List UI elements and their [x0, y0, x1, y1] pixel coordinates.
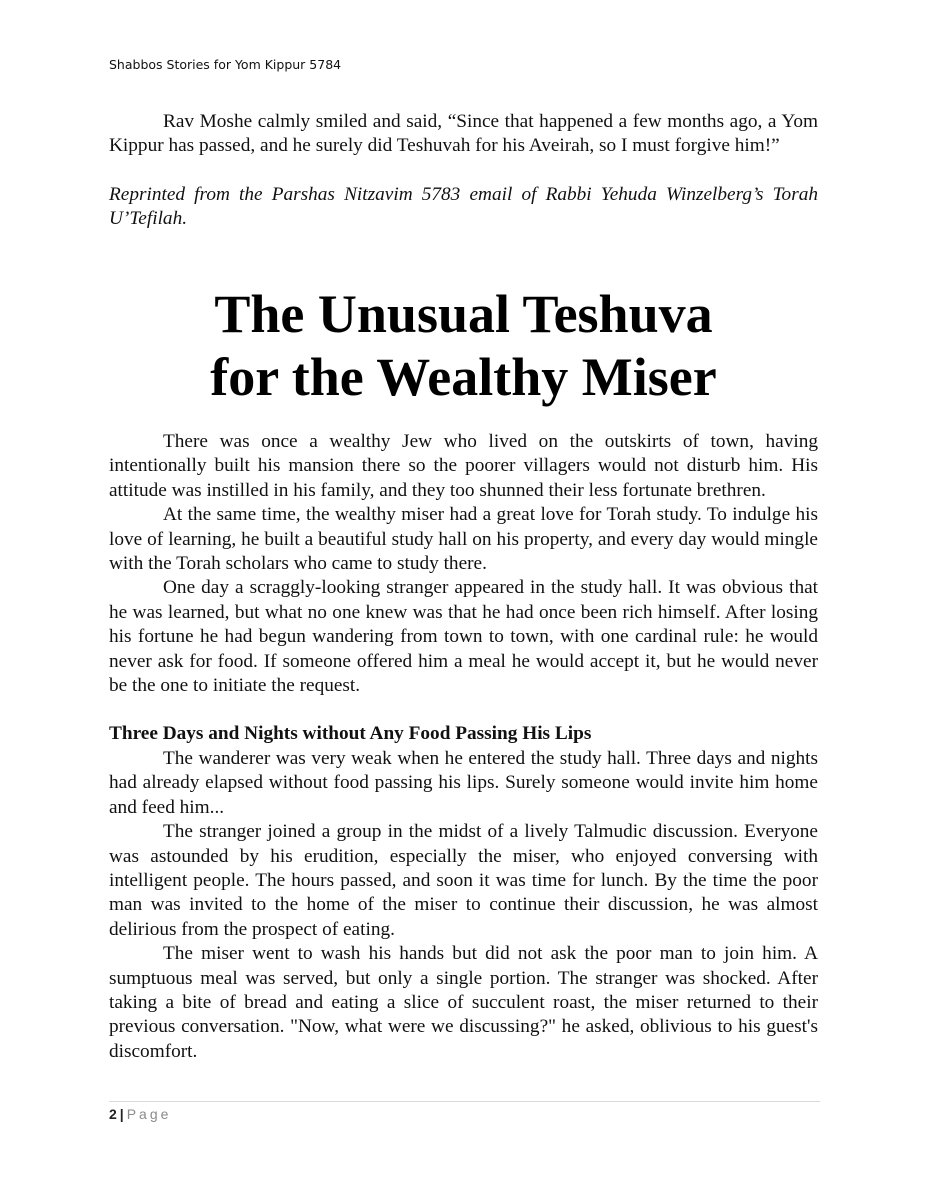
footer-separator: |: [119, 1106, 124, 1122]
running-header: Shabbos Stories for Yom Kippur 5784: [109, 57, 342, 72]
intro-section: [109, 110, 818, 232]
title-line-2: for the Wealthy Miser: [210, 347, 717, 407]
body-paragraph: The stranger joined a group in the midst of a lively Talmudic discussion. Everyone was astounded by his erudition, especially the miser, who enjoyed conversing with intelligent people. The hours passed, and soon it was time for lunch. By the time the poor man was invited to the home of the miser to continue their discussion, he was almost delirious from the prospect of eating.: [109, 821, 818, 940]
body-paragraph: There was once a wealthy Jew who lived on the outskirts of town, having intentionally built his mansion there so the poorer villagers would not disturb him. His attitude was instilled in his family, and they too shunned their less fortunate brethren.: [109, 431, 818, 501]
section-subheading: Three Days and Nights without Any Food Passing His Lips: [109, 723, 592, 745]
body-paragraph: One day a scraggly-looking stranger appeared in the study hall. It was obvious that he was learned, but what no one knew was that he had once been rich himself. After losing his fortune he had begun wandering from town to town, with one cardinal rule: he would never ask for food. If someone offered him a meal he would accept it, but he would never be the one to initiate the request.: [109, 577, 818, 697]
intro-paragraph: Rav Moshe calmly smiled and said, “Since that happened a few months ago, a Yom Kippur has passed, and he surely did Teshuvah for his Aveirah, so I must forgive him!”: [109, 111, 818, 157]
body-paragraph: The wanderer was very weak when he entered the study hall. Three days and nights had already elapsed without food passing his lips. Surely someone would invite him home and feed him...: [109, 747, 818, 818]
page-footer: [109, 1106, 171, 1122]
page-number: 2: [109, 1106, 117, 1122]
footer-divider: [109, 1101, 820, 1102]
reprint-note: Reprinted from the Parshas Nitzavim 5783 email of Rabbi Yehuda Winzelberg’s Torah U’Tefilah.: [109, 183, 818, 230]
title-line-1: The Unusual Teshuva: [214, 284, 713, 344]
page-label: Page: [126, 1106, 172, 1122]
body-paragraph: The miser went to wash his hands but did not ask the poor man to join him. A sumptuous meal was served, but only a single portion. The stranger was shocked. After taking a bite of bread and eating a slice of succulent roast, the miser returned to their previous conversation. "Now, what were we discussing?" he asked, oblivious to his guest's discomfort.: [109, 943, 818, 1062]
article-body: [109, 430, 818, 1064]
body-paragraph: At the same time, the wealthy miser had a great love for Torah study. To indulge his love of learning, he built a beautiful study hall on his property, and every day would mingle with the Torah scholars who came to study there.: [109, 504, 818, 575]
article-title: [109, 283, 818, 409]
